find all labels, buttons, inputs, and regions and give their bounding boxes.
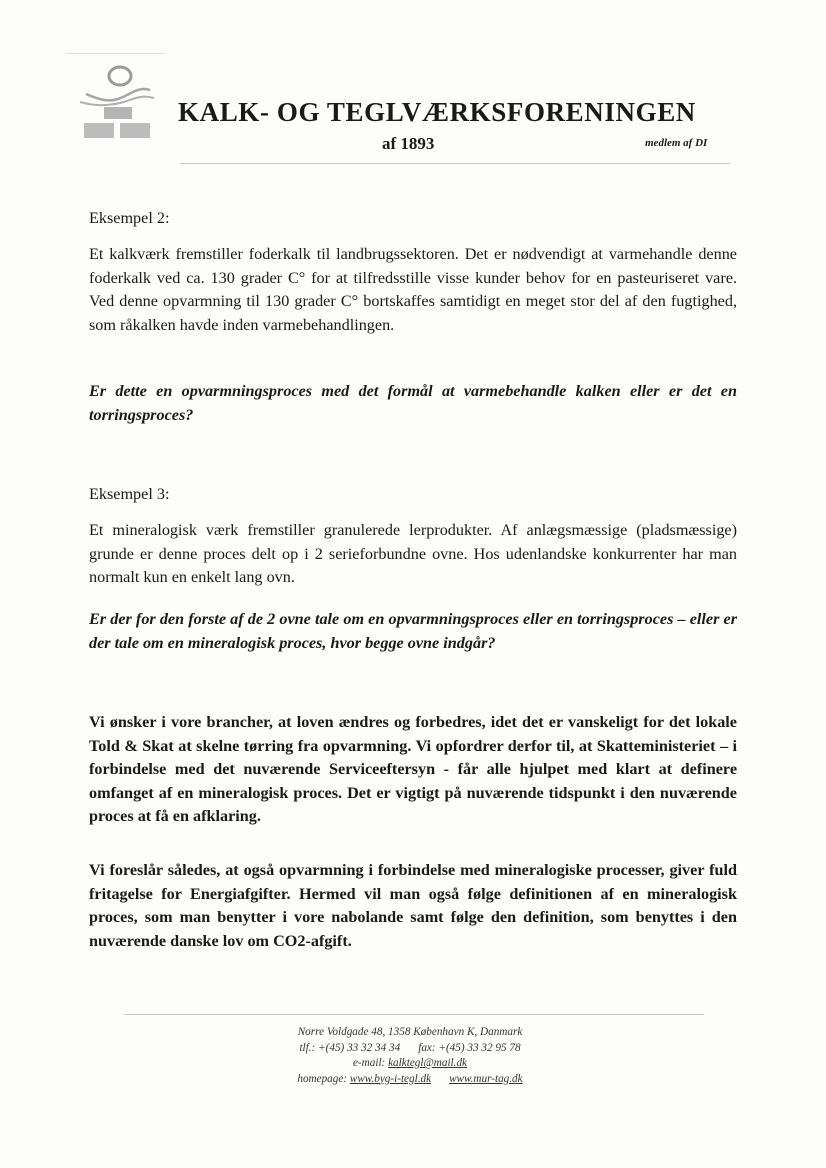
footer-phone-fax bbox=[200, 1041, 620, 1057]
organization-name: KALK- OG TEGLVÆRKSFORENINGEN bbox=[178, 97, 696, 127]
example-3-question bbox=[89, 608, 737, 655]
footer-email-link[interactable]: kalktegl@mail.dk bbox=[388, 1057, 468, 1069]
footer-email-line bbox=[200, 1056, 620, 1072]
example-2-question-text: Er dette en opvarmningsproces med det formål at varmebehandle kalken eller er det en torringsproces? bbox=[89, 382, 737, 424]
footer-contact bbox=[200, 1025, 620, 1087]
example-2-text: Et kalkværk fremstiller foderkalk til landbrugssektoren. Det er nødvendigt at varmehandle denne foderkalk ved ca. 130 grader C° for at tilfredsstille visse kunder behov for en pasteuriseret vare. Ved denne opvarmning til 130 grader C° bortskaffes samtidigt en meget stor del af den fugtighed, som råkalken havde inden varmebehandlingen. bbox=[89, 245, 737, 334]
example-3-paragraph bbox=[89, 519, 737, 590]
example-2-heading bbox=[89, 207, 737, 231]
footer-homepage-label: homepage: bbox=[297, 1072, 348, 1085]
footer-homepage-line bbox=[200, 1072, 620, 1088]
organization-subtitle: af 1893 bbox=[382, 134, 435, 153]
conclusion-paragraph-2 bbox=[89, 859, 737, 953]
footer-homepage-link-2[interactable]: www.mur-tag.dk bbox=[449, 1072, 523, 1085]
example-2-heading-text: Eksempel 2: bbox=[89, 209, 170, 227]
example-2-question bbox=[89, 380, 737, 427]
footer-phone: tlf.: +(45) 33 32 34 34 bbox=[299, 1041, 401, 1054]
example-3-heading bbox=[89, 483, 737, 507]
conclusion-paragraph-1 bbox=[89, 711, 737, 829]
footer-email-label: e-mail: bbox=[352, 1057, 386, 1069]
footer-homepage-link-1[interactable]: www.byg-i-tegl.dk bbox=[349, 1072, 432, 1085]
footer-rule bbox=[124, 1014, 704, 1015]
example-3-question-text: Er der for den forste af de 2 ovne tale om en opvarmningsproces eller en torringsproces – eller er der tale om en mineralogisk proces, hvor begge ovne indgår? bbox=[89, 610, 737, 652]
example-3-text: Et mineralogisk værk fremstiller granulerede lerprodukter. Af anlægsmæssige (pladsmæssige) grunde er denne proces delt op i 2 serieforbundne ovne. Hos udenlandske konkurrenter har man normalt kun en enkelt lang ovn. bbox=[89, 521, 737, 586]
footer-address: Norre Voldgade 48, 1358 København K, Danmark bbox=[297, 1026, 523, 1038]
membership-note: medlem af DI bbox=[645, 137, 708, 149]
example-2-paragraph bbox=[89, 243, 737, 337]
example-3-heading-text: Eksempel 3: bbox=[89, 485, 170, 503]
header-rule bbox=[180, 163, 730, 164]
footer-fax: fax: +(45) 33 32 95 78 bbox=[418, 1041, 521, 1054]
association-logo-icon bbox=[78, 60, 160, 144]
conclusion-text-1: Vi ønsker i vore brancher, at loven ændres og forbedres, idet det er vanskeligt for det lokale Told & Skat at skelne tørring fra opvarmning. Vi opfordrer derfor til, at Skatteministeriet – i forbindelse med det nuværende Serviceeftersyn - får alle hjulpet med klart at definere omfanget af en mineralogisk proces. Det er vigtigt på nuværende tidspunkt i den nuværende proces at få en afklaring. bbox=[89, 713, 737, 825]
top-faint-rule bbox=[66, 53, 164, 54]
conclusion-text-2: Vi foreslår således, at også opvarmning i forbindelse med mineralogiske processer, giver fuld fritagelse for Energiafgifter. Hermed vil man også følge definitionen af en mineralogisk proces, som man benytter i vore nabolande samt følge den definition, som benyttes i den nuværende danske lov om CO2-afgift. bbox=[89, 861, 737, 950]
